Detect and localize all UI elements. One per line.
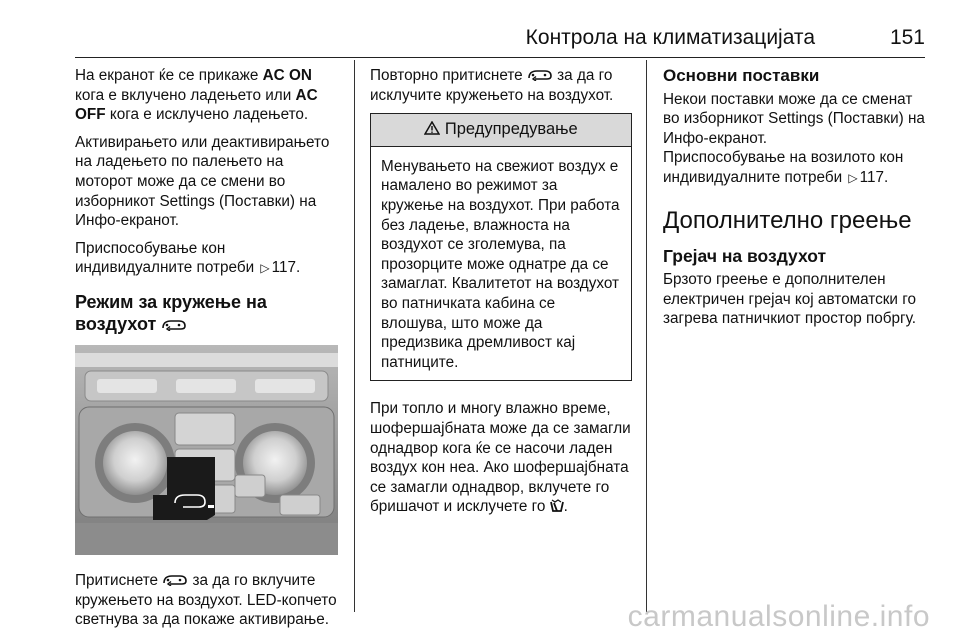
air-recirculation-icon — [527, 69, 553, 81]
column-1 — [75, 66, 345, 638]
recirculation-off-paragraph: Повторно притиснете за да го исклучите кружењето на воздухот. — [370, 67, 614, 104]
page-reference-arrow-icon: ▷ — [848, 170, 858, 185]
warning-triangle-icon — [424, 121, 440, 135]
climate-control-panel-photo — [75, 345, 338, 555]
watermark: carmanualsonline.info — [627, 600, 930, 633]
air-heater-paragraph: Брзото греење е дополнителен електричен грејач кој автоматски го загрева патничкиот простор побргу. — [663, 271, 916, 328]
windscreen-wiper-icon — [550, 499, 564, 512]
activation-paragraph: Активирањето или деактивирањето на ладењето по палењето на моторот може да се смени во изборникот Settings (Поставки) на Инфо-екранот. — [75, 133, 330, 230]
page-reference: 117. — [859, 168, 889, 186]
page-reference-arrow-icon: ▷ — [260, 261, 270, 276]
windscreen-fog-paragraph: При топло и многу влажно време, шофершајбната може да се замагли однадвор кога ќе се насочи ладен воздух кон неа. Ако шофершајбната се замагли однадвор, вклучете го бришачот и исклучете го . — [370, 400, 631, 516]
page-title: Контрола на климатизацијата — [525, 26, 815, 49]
ac-off-label: AC OFF — [75, 86, 318, 124]
header-rule — [75, 57, 925, 58]
column-2 — [370, 66, 632, 525]
section-heading-auxiliary-heating: Дополнително греење — [663, 206, 912, 234]
page-number: 151 — [889, 26, 925, 49]
column-divider — [646, 60, 647, 612]
warning-title: Предупредување — [444, 120, 578, 139]
recirculation-caption: Притиснете за да го вклучите кружењето на воздухот. LED-копчето светнува за да покаже активирање. — [75, 571, 337, 629]
section-heading-basic-settings: Основни поставки — [663, 66, 820, 85]
section-heading-recirculation: Режим за кружење на воздухот — [75, 291, 267, 334]
air-recirculation-icon — [161, 319, 187, 331]
air-recirculation-icon — [162, 574, 188, 586]
section-heading-air-heater: Грејач на воздухот — [663, 245, 827, 266]
warning-header — [371, 114, 631, 147]
page-reference: 117. — [271, 259, 301, 277]
column-divider — [354, 60, 355, 612]
warning-text: Менувањето на свежиот воздух е намалено во режимот за кружење на воздухот. При работа без ладење, влажноста на воздухот се зголемува, па прозорците може однатре да се замаглат. Квалитетот на воздухот во патничката кабина се влошува, што може да предизвика дремливост кај патниците. — [381, 157, 620, 371]
personalisation-reference: Приспособување кон индивидуалните потреби ▷ 117. — [75, 239, 345, 279]
page-header — [75, 22, 925, 58]
column-3 — [663, 66, 931, 337]
ac-display-paragraph: На екранот ќе се прикаже AC ON кога е вклучено ладењето или AC OFF кога е исклучено ладењето. — [75, 67, 318, 124]
warning-box — [370, 113, 632, 381]
ac-on-label: AC ON — [262, 67, 312, 84]
basic-settings-paragraph: Некои поставки може да се сменат во изборникот Settings (Поставки) на Инфо-екранот. Приспособување на возилото кон индивидуалните потреби ▷ 117. — [663, 90, 931, 189]
